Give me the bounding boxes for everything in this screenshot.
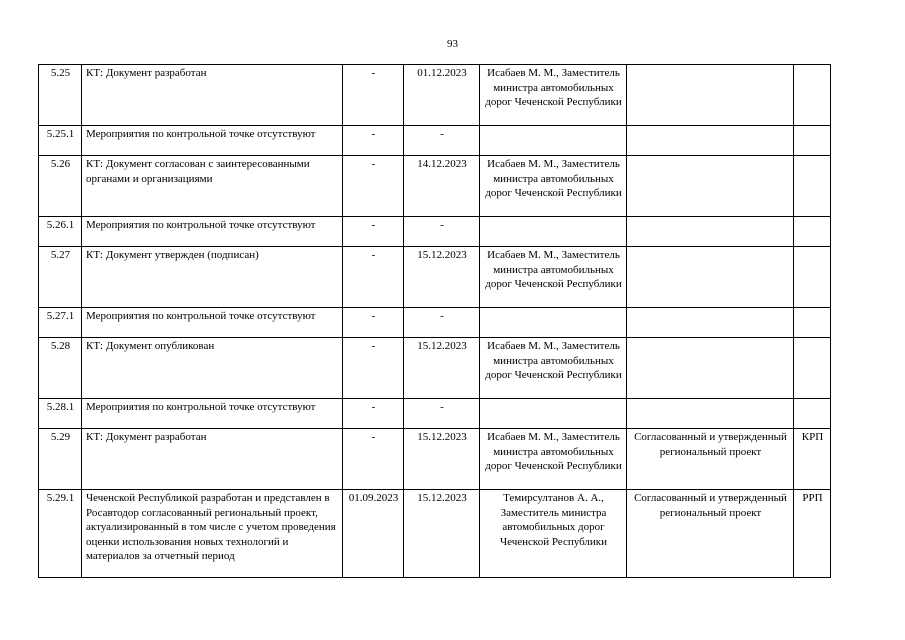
row-result-document [627,247,794,308]
row-control-level [794,399,831,429]
row-responsible [480,308,627,338]
row-control-level [794,338,831,399]
table-row [39,490,831,578]
row-number: 5.29.1 [39,490,82,578]
row-result-document [627,126,794,156]
table-row [39,247,831,308]
row-end-date: 15.12.2023 [404,490,480,578]
row-control-level [794,65,831,126]
row-control-level [794,156,831,217]
row-title: КТ: Документ разработан [82,429,343,490]
row-start-date: - [343,399,404,429]
row-end-date: - [404,399,480,429]
row-title: Мероприятия по контрольной точке отсутствуют [82,126,343,156]
row-responsible [480,126,627,156]
row-number: 5.28.1 [39,399,82,429]
row-end-date: - [404,308,480,338]
row-number: 5.26.1 [39,217,82,247]
row-result-document: Согласованный и утвержденный региональный проект [627,490,794,578]
row-start-date: - [343,217,404,247]
row-title: Мероприятия по контрольной точке отсутствуют [82,399,343,429]
row-control-level [794,126,831,156]
row-number: 5.27.1 [39,308,82,338]
row-title: КТ: Документ согласован с заинтересованными органами и организациями [82,156,343,217]
row-number: 5.29 [39,429,82,490]
row-number: 5.26 [39,156,82,217]
row-result-document [627,65,794,126]
row-responsible: Исабаев М. М., Заместитель министра автомобильных дорог Чеченской Республики [480,338,627,399]
row-start-date: 01.09.2023 [343,490,404,578]
row-start-date: - [343,126,404,156]
page-number: 93 [447,38,458,50]
row-result-document [627,308,794,338]
row-responsible [480,217,627,247]
row-end-date: 01.12.2023 [404,65,480,126]
row-responsible [480,399,627,429]
row-start-date: - [343,429,404,490]
table-row [39,308,831,338]
table-row [39,217,831,247]
row-number: 5.25.1 [39,126,82,156]
row-control-level: КРП [794,429,831,490]
row-end-date: - [404,126,480,156]
table-row [39,429,831,490]
row-end-date: - [404,217,480,247]
row-start-date: - [343,247,404,308]
plan-table [38,64,831,578]
row-responsible: Исабаев М. М., Заместитель министра автомобильных дорог Чеченской Республики [480,65,627,126]
row-title: КТ: Документ утвержден (подписан) [82,247,343,308]
row-control-level [794,247,831,308]
row-title: Мероприятия по контрольной точке отсутствуют [82,308,343,338]
row-title: КТ: Документ опубликован [82,338,343,399]
row-start-date: - [343,65,404,126]
row-result-document [627,338,794,399]
row-end-date: 14.12.2023 [404,156,480,217]
row-number: 5.27 [39,247,82,308]
row-control-level [794,217,831,247]
table-row [39,399,831,429]
row-result-document [627,156,794,217]
row-title: Мероприятия по контрольной точке отсутствуют [82,217,343,247]
row-end-date: 15.12.2023 [404,429,480,490]
row-responsible: Исабаев М. М., Заместитель министра автомобильных дорог Чеченской Республики [480,156,627,217]
row-start-date: - [343,308,404,338]
row-result-document: Согласованный и утвержденный региональный проект [627,429,794,490]
row-control-level [794,308,831,338]
row-result-document [627,399,794,429]
row-result-document [627,217,794,247]
row-start-date: - [343,156,404,217]
row-title: КТ: Документ разработан [82,65,343,126]
row-responsible: Исабаев М. М., Заместитель министра автомобильных дорог Чеченской Республики [480,429,627,490]
row-control-level: РРП [794,490,831,578]
row-end-date: 15.12.2023 [404,338,480,399]
row-number: 5.25 [39,65,82,126]
row-number: 5.28 [39,338,82,399]
row-responsible: Исабаев М. М., Заместитель министра автомобильных дорог Чеченской Республики [480,247,627,308]
table-row [39,156,831,217]
table-row [39,338,831,399]
plan-table-body [39,65,831,578]
row-responsible: Темирсултанов А. А., Заместитель министра автомобильных дорог Чеченской Республики [480,490,627,578]
row-title: Чеченской Республикой разработан и представлен в Росавтодор согласованный региональный проект, актуализированный в том числе с учетом проведения оценки использования новых технологий и материалов за отчетный период [82,490,343,578]
row-end-date: 15.12.2023 [404,247,480,308]
table-row [39,126,831,156]
row-start-date: - [343,338,404,399]
table-row [39,65,831,126]
